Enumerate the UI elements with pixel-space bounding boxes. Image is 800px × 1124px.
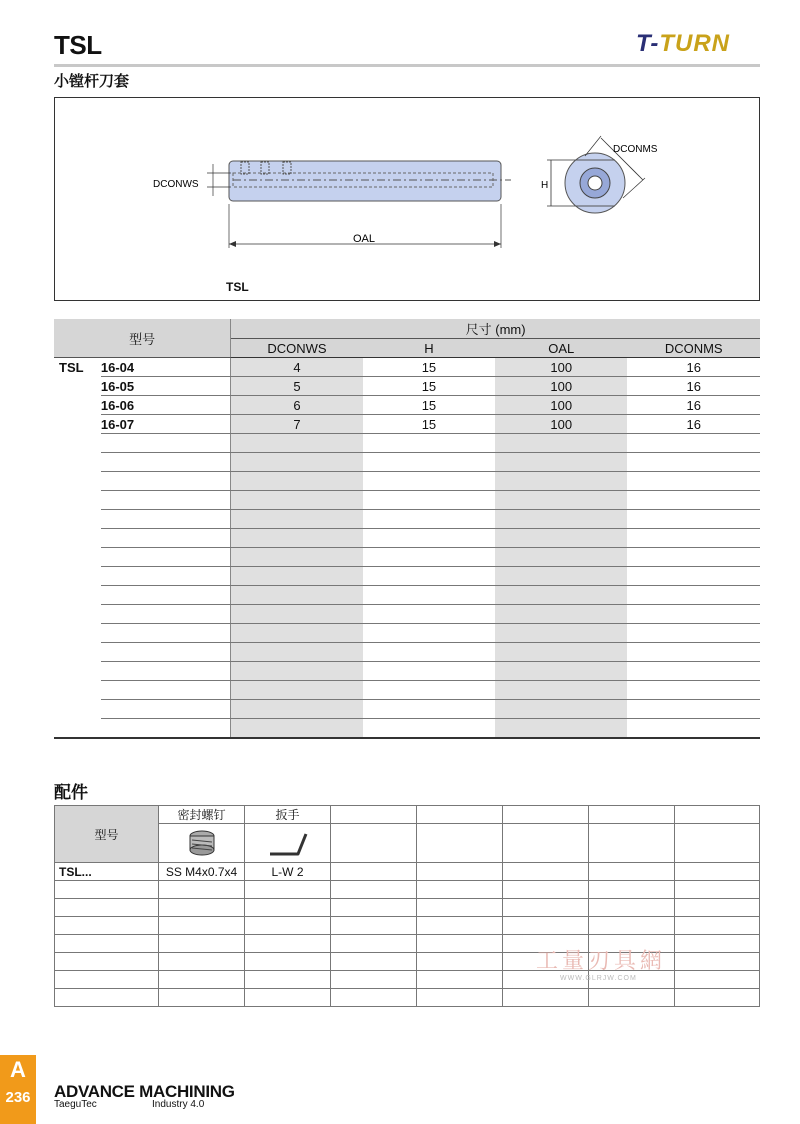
acc-row [55,863,760,881]
cell-oal: 100 [495,358,627,377]
acc-col-header-wrench: 扳手 [245,806,331,824]
watermark [536,944,666,982]
footer-brand: TaeguTec [54,1099,97,1110]
row-code: 16-04 [101,358,231,377]
section-letter: A [10,1057,26,1082]
row-code: 16-07 [101,415,231,434]
watermark-text: 工量刃具網 [536,948,667,973]
cell-dconws: 7 [231,415,363,434]
col-header-oal: OAL [495,339,627,358]
cell-dconws: 5 [231,377,363,396]
tool-end-view [565,153,625,213]
model-header: 型号 [54,319,231,358]
empty-row [55,881,760,899]
empty-row [54,605,760,624]
dconws-label: DCONWS [153,179,199,190]
row-code: 16-06 [101,396,231,415]
dimensions-group-header: 尺寸 (mm) [231,319,760,339]
cell-dconms: 16 [627,358,760,377]
footer-tagline: Industry 4.0 [152,1099,205,1110]
cell-h: 15 [363,415,495,434]
acc-col-header-seal-screw: 密封螺钉 [159,806,245,824]
empty-row [54,643,760,662]
col-header-dconms: DCONMS [627,339,760,358]
cell-dconms: 16 [627,396,760,415]
drawing-caption: TSL [226,280,249,294]
dimensions-table [54,319,760,739]
empty-row [54,662,760,681]
empty-row [54,453,760,472]
empty-row [54,719,760,739]
cell-oal: 100 [495,396,627,415]
table-row [54,396,760,415]
cell-h: 15 [363,377,495,396]
acc-seal-screw-value: SS M4x0.7x4 [159,863,245,881]
cell-h: 15 [363,358,495,377]
col-header-h: H [363,339,495,358]
brand-logo-left: T- [636,30,660,57]
row-prefix: TSL [59,359,84,375]
advance-machining-logo: ADVANCE MACHINING [54,1082,235,1101]
empty-row [54,510,760,529]
cell-dconws: 4 [231,358,363,377]
empty-row [54,472,760,491]
empty-row [55,899,760,917]
empty-row [55,989,760,1007]
footer-subtext [54,1099,214,1110]
cell-dconws: 6 [231,396,363,415]
cell-oal: 100 [495,415,627,434]
dconms-label: DCONMS [613,144,658,155]
acc-row-label: TSL... [55,863,159,881]
cell-dconms: 16 [627,377,760,396]
table-row [54,415,760,434]
table-row [54,377,760,396]
cell-oal: 100 [495,377,627,396]
empty-row [54,700,760,719]
page-title: TSL [54,30,102,60]
empty-row [54,681,760,700]
row-code: 16-05 [101,377,231,396]
oal-label: OAL [353,233,376,245]
drawing-svg [55,98,759,300]
h-label: H [541,180,549,191]
accessories-title: 配件 [54,783,88,802]
page-subtitle: 小镗杆刀套 [54,73,130,90]
col-header-dconws: DCONWS [231,339,363,358]
empty-row [55,917,760,935]
tool-body-side [229,161,501,201]
empty-row [54,491,760,510]
watermark-url: WWW.GLRJW.COM [560,975,637,982]
acc-wrench-value: L-W 2 [245,863,331,881]
cell-h: 15 [363,396,495,415]
hex-wrench-icon [245,824,331,863]
empty-row [54,434,760,453]
cell-dconms: 16 [627,415,760,434]
page-tab [0,1055,36,1124]
table-row [54,358,760,377]
set-screw-icon [159,824,245,863]
brand-logo-right: TURN [659,30,730,57]
empty-row [54,529,760,548]
page-number: 236 [5,1089,31,1106]
empty-row [54,624,760,643]
title-divider [54,64,760,67]
empty-row [54,586,760,605]
acc-model-header: 型号 [55,806,159,863]
brand-logo [636,30,730,58]
empty-row [54,567,760,586]
technical-drawing [54,97,760,301]
empty-row [54,548,760,567]
